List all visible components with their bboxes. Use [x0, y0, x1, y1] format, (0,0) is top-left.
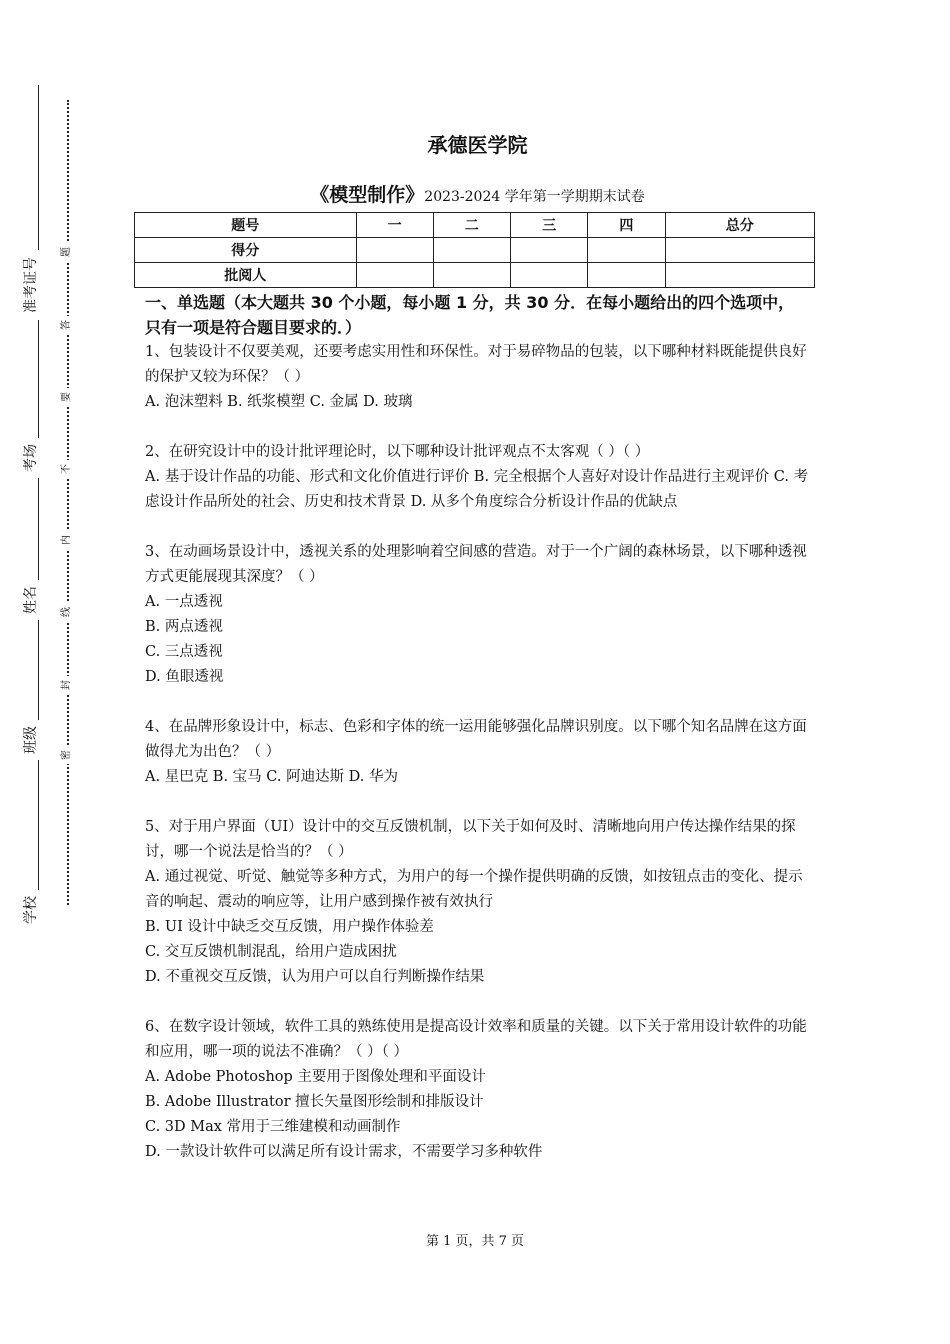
table-cell: [511, 263, 588, 288]
question-option: C. 三点透视: [145, 644, 223, 660]
question-5: [145, 815, 810, 990]
binding-solid-line: [38, 85, 39, 925]
question-option: A. 一点透视: [145, 594, 223, 610]
question-4: [145, 715, 810, 790]
table-cell: 得分: [135, 238, 357, 263]
table-cell: [588, 238, 665, 263]
table-cell: 题号: [135, 213, 357, 238]
exam-content: [145, 128, 810, 1165]
school-title: 承德医学院: [427, 133, 528, 157]
table-cell: [433, 238, 510, 263]
question-option: C. 3D Max 常用于三维建模和动画制作: [145, 1119, 401, 1135]
table-cell: 四: [588, 213, 665, 238]
seal-char: 题: [60, 243, 74, 261]
table-cell: [588, 263, 665, 288]
table-cell: 批阅人: [135, 263, 357, 288]
table-cell: 总分: [665, 213, 814, 238]
question-stem: 4、在品牌形象设计中，标志、色彩和字体的统一运用能够强化品牌识别度。以下哪个知名品牌在这方面做得尤为出色？（ ）: [145, 719, 807, 760]
reviewer-row: [135, 263, 815, 288]
seal-char: 答: [60, 316, 74, 334]
question-stem: 1、包装设计不仅要美观，还要考虑实用性和环保性。对于易碎物品的包装，以下哪种材料既能提供良好的保护又较为环保？（ ）: [145, 344, 807, 385]
question-option: A. 通过视觉、听觉、触觉等多种方式，为用户的每一个操作提供明确的反馈，如按钮点击的变化、提示音的响起、震动的响应等，让用户感到操作被有效执行: [145, 869, 803, 910]
section-title: 一、单选题（本大题共 30 个小题，每小题 1 分，共 30 分．在每小题给出的四个选项中，只有一项是符合题目要求的．）: [145, 293, 795, 337]
exam-room-label: 考场: [20, 438, 40, 478]
table-cell: 三: [511, 213, 588, 238]
question-stem: 2、在研究设计中的设计批评理论时，以下哪种设计批评观点不太客观（ ）（ ）: [145, 444, 650, 460]
question-option: C. 交互反馈机制混乱，给用户造成困扰: [145, 944, 397, 960]
question-2: [145, 440, 810, 515]
question-option: D. 不重视交互反馈，认为用户可以自行判断操作结果: [145, 969, 485, 985]
question-stem: 6、在数字设计领域，软件工具的熟练使用是提高设计效率和质量的关键。以下关于常用设计软件的功能和应用，哪一项的说法不准确？（ ）（ ）: [145, 1019, 807, 1060]
score-row: [135, 238, 815, 263]
school-label: 学校: [20, 890, 40, 930]
question-option: D. 鱼眼透视: [145, 669, 224, 685]
seal-char: 密: [60, 746, 74, 764]
question-stem: 5、对于用户界面（UI）设计中的交互反馈机制，以下关于如何及时、清晰地向用户传达操作结果的探讨，哪一个说法是恰当的？（ ）: [145, 819, 796, 860]
table-cell: [356, 263, 433, 288]
exam-title: [145, 180, 810, 210]
question-option: D. 一款设计软件可以满足所有设计需求，不需要学习多种软件: [145, 1144, 543, 1160]
seal-dotted-line: [67, 100, 69, 905]
table-cell: [433, 263, 510, 288]
question-3: [145, 540, 810, 690]
score-table-header: [135, 213, 815, 238]
class-label: 班级: [20, 720, 40, 760]
table-cell: [665, 238, 814, 263]
question-option: A. Adobe Photoshop 主要用于图像处理和平面设计: [145, 1069, 486, 1085]
table-cell: [356, 238, 433, 263]
question-option: B. Adobe Illustrator 擅长矢量图形绘制和排版设计: [145, 1094, 484, 1110]
seal-char: 要: [60, 388, 74, 406]
question-option: B. UI 设计中缺乏交互反馈，用户操作体验差: [145, 919, 434, 935]
question-options: A. 基于设计作品的功能、形式和文化价值进行评价 B. 完全根据个人喜好对设计作品进行主观评价 C. 考虑设计作品所处的社会、历史和技术背景 D. 从多个角度综合分析设计作品的优缺点: [145, 469, 809, 510]
question-options: A. 星巴克 B. 宝马 C. 阿迪达斯 D. 华为: [145, 769, 399, 785]
question-1: [145, 340, 810, 415]
seal-char: 不: [60, 460, 74, 478]
name-label: 姓名: [20, 580, 40, 620]
question-options: A. 泡沫塑料 B. 纸浆模塑 C. 金属 D. 玻璃: [145, 394, 413, 410]
table-cell: [511, 238, 588, 263]
table-cell: 一: [356, 213, 433, 238]
course-name: 《模型制作》: [310, 184, 425, 206]
seal-char: 内: [60, 531, 74, 549]
seal-char: 封: [60, 676, 74, 694]
score-table: [134, 212, 815, 288]
table-cell: [665, 263, 814, 288]
page-footer: 第 1 页，共 7 页: [425, 1234, 525, 1249]
question-stem: 3、在动画场景设计中，透视关系的处理影响着空间感的营造。对于一个广阔的森林场景，以下哪种透视方式更能展现其深度？（ ）: [145, 544, 807, 585]
question-6: [145, 1015, 810, 1165]
question-option: B. 两点透视: [145, 619, 223, 635]
table-cell: 二: [433, 213, 510, 238]
term-text: 2023-2024 学年第一学期期末试卷: [424, 189, 645, 205]
binding-margin: [0, 0, 110, 1344]
seal-char: 线: [60, 603, 74, 621]
exam-number-label: 准考证号: [20, 250, 40, 320]
